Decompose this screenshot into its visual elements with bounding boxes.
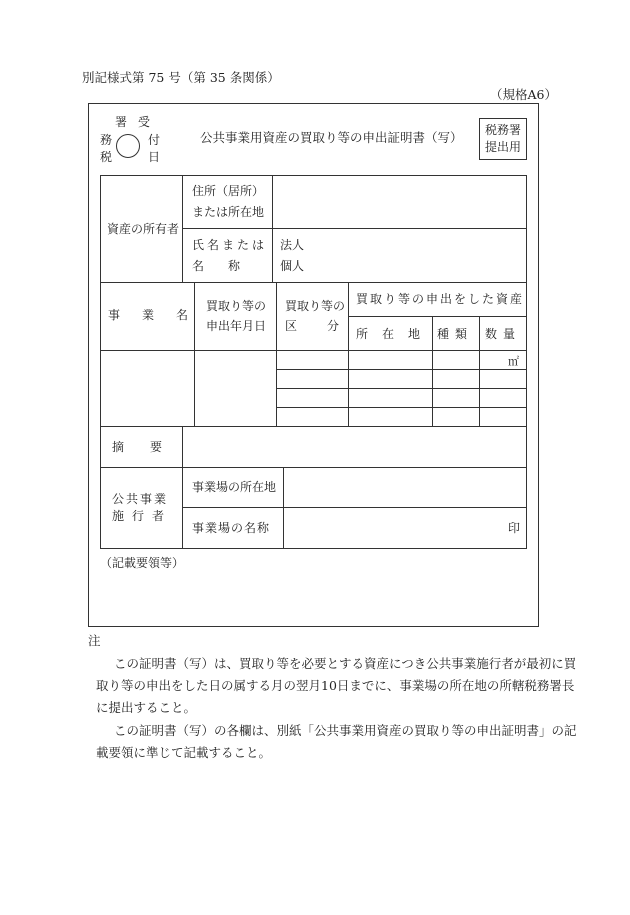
form-title: 公共事業用資産の買取り等の申出証明書（写）	[200, 130, 463, 145]
note-text-1: この証明書（写）は、買取り等を必要とする資産につき公共事業施行者が最初に買取り等の申出をした日の属する月の翌月10日までに、事業場の所在地の所轄税務署長に提出すること。	[96, 656, 577, 715]
unit-label: ㎡	[508, 355, 519, 368]
col-kind: 種類	[437, 327, 474, 341]
stamp-char: 務	[100, 133, 113, 147]
name-label-2: 名 称	[192, 259, 241, 273]
stamp-char: 税	[100, 150, 113, 164]
submit-box-line1: 税務署	[485, 123, 522, 137]
date-label-1: 買取り等の	[206, 299, 267, 313]
site-name-label: 事業場の名称	[192, 521, 271, 535]
submit-box-line2: 提出用	[485, 140, 522, 154]
owner-label: 資産の所有者	[107, 222, 180, 236]
site-location-label: 事業場の所在地	[192, 480, 277, 494]
class-label-2: 区分	[285, 319, 370, 333]
form-number: 別記様式第 75 号（第 35 条関係）	[82, 70, 280, 85]
name-label-1: 氏名または	[192, 238, 268, 252]
operator-label-2: 施行者	[112, 509, 173, 523]
summary-label: 摘要	[112, 440, 189, 454]
notes-heading: 注	[88, 633, 101, 648]
stamp-char: 付	[148, 133, 161, 147]
option-corporate: 法人	[280, 238, 305, 252]
stamp-char: 署	[115, 115, 128, 129]
col-location: 所在地	[356, 327, 435, 341]
note-text-2: この証明書（写）の各欄は、別紙「公共事業用資産の買取り等の申出証明書」の記載要領に準じて記載すること。	[96, 723, 577, 760]
stamp-char: 日	[148, 150, 161, 164]
instructions-label: （記載要領等）	[100, 556, 185, 570]
stamp-circle	[116, 134, 140, 158]
stamp-char: 受	[138, 115, 151, 129]
asset-header: 買取り等の申出をした資産	[356, 292, 525, 306]
size-spec: （規格A6）	[490, 87, 557, 102]
col-qty: 数量	[485, 327, 522, 341]
note-paragraph-2	[96, 720, 586, 764]
operator-label-1: 公共事業	[112, 492, 169, 506]
seal-mark: 印	[508, 521, 521, 535]
address-label-2: または所在地	[192, 205, 265, 219]
date-label-2: 申出年月日	[206, 319, 267, 333]
class-label-1: 買取り等の	[285, 299, 346, 313]
note-paragraph-1	[96, 653, 586, 719]
business-name-label: 事業名	[108, 308, 211, 322]
option-individual: 個人	[280, 259, 305, 273]
address-label-1: 住所（居所）	[192, 184, 265, 198]
